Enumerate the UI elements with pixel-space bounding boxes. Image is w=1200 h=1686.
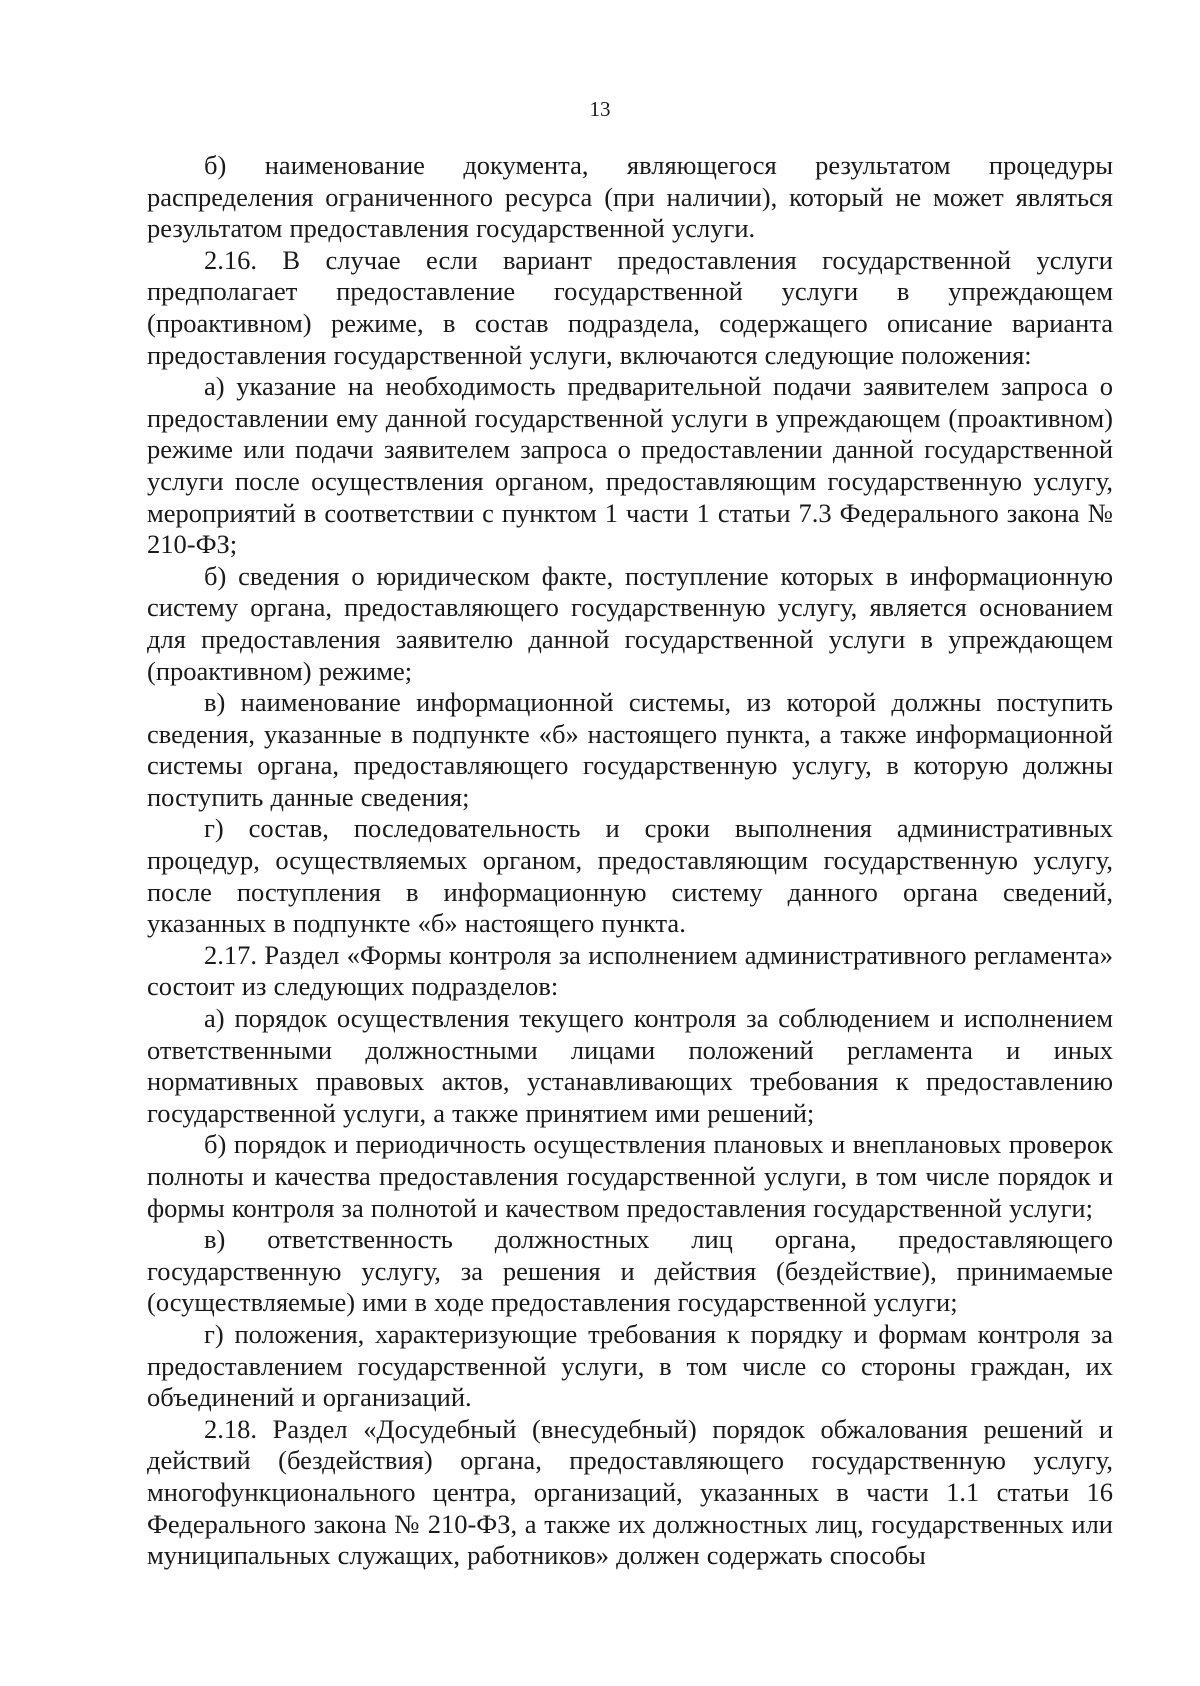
paragraph-2-17-v: в) ответственность должностных лиц органа, предоставляющего государственную услугу, за решения и действия (бездействие), принимаемые (осуществляемые) ими в ходе предоставления государственной услуги; [147, 1224, 1113, 1318]
paragraph-2-16-b: б) сведения о юридическом факте, поступление которых в информационную систему органа, предоставляющего государственную услугу, является основанием для предоставления заявителю данной государственной услуги в упреждающем (проактивном) режиме; [147, 560, 1113, 686]
paragraph-2-17-b: б) порядок и периодичность осуществления плановых и внеплановых проверок полноты и качества предоставления государственной услуги, в том числе порядок и формы контроля за полнотой и качеством предоставления государственной услуги; [147, 1129, 1113, 1223]
paragraph-2-15-b: б) наименование документа, являющегося результатом процедуры распределения ограниченного ресурса (при наличии), который не может являться результатом предоставления государственной услуги. [147, 150, 1113, 244]
document-body [147, 150, 1113, 1572]
paragraph-2-17-a: а) порядок осуществления текущего контроля за соблюдением и исполнением ответственными должностными лицами положений регламента и иных нормативных правовых актов, устанавливающих требования к предоставлению государственной услуги, а также принятием ими решений; [147, 1003, 1113, 1128]
paragraph-2-18: 2.18. Раздел «Досудебный (внесудебный) порядок обжалования решений и действий (бездействия) органа, предоставляющего государственную услугу, многофункционального центра, организаций, указанных в части 1.1 статьи 16 Федерального закона № 210-ФЗ, а также их должностных лиц, государственных или муниципальных служащих, работников» должен содержать способы [147, 1413, 1113, 1571]
paragraph-2-17-g: г) положения, характеризующие требования к порядку и формам контроля за предоставлением государственной услуги, в том числе со стороны граждан, их объединений и организаций. [147, 1318, 1113, 1413]
paragraph-2-16-v: в) наименование информационной системы, из которой должны поступить сведения, указанные в подпункте «б» настоящего пункта, а также информационной системы органа, предоставляющего государственную услугу, в которую должны поступить данные сведения; [147, 687, 1113, 812]
paragraph-2-16-g: г) состав, последовательность и сроки выполнения административных процедур, осуществляемых органом, предоставляющим государственную услугу, после поступления в информационную систему данного органа сведений, указанных в подпункте «б» настоящего пункта. [147, 813, 1113, 939]
paragraph-2-17: 2.17. Раздел «Формы контроля за исполнением административного регламента» состоит из следующих подразделов: [147, 939, 1113, 1002]
page-number: 13 [589, 97, 611, 121]
paragraph-2-16-a: а) указание на необходимость предварительной подачи заявителем запроса о предоставлении ему данной государственной услуги в упреждающем (проактивном) режиме или подачи заявителем запроса о предоставлении данной государственной услуги после осуществления органом, предоставляющим государственную услугу, мероприятий в соответствии с пунктом 1 части 1 статьи 7.3 Федерального закона № 210-ФЗ; [147, 371, 1113, 560]
paragraph-2-16: 2.16. В случае если вариант предоставления государственной услуги предполагает предоставление государственной услуги в упреждающем (проактивном) режиме, в состав подраздела, содержащего описание варианта предоставления государственной услуги, включаются следующие положения: [147, 244, 1113, 370]
